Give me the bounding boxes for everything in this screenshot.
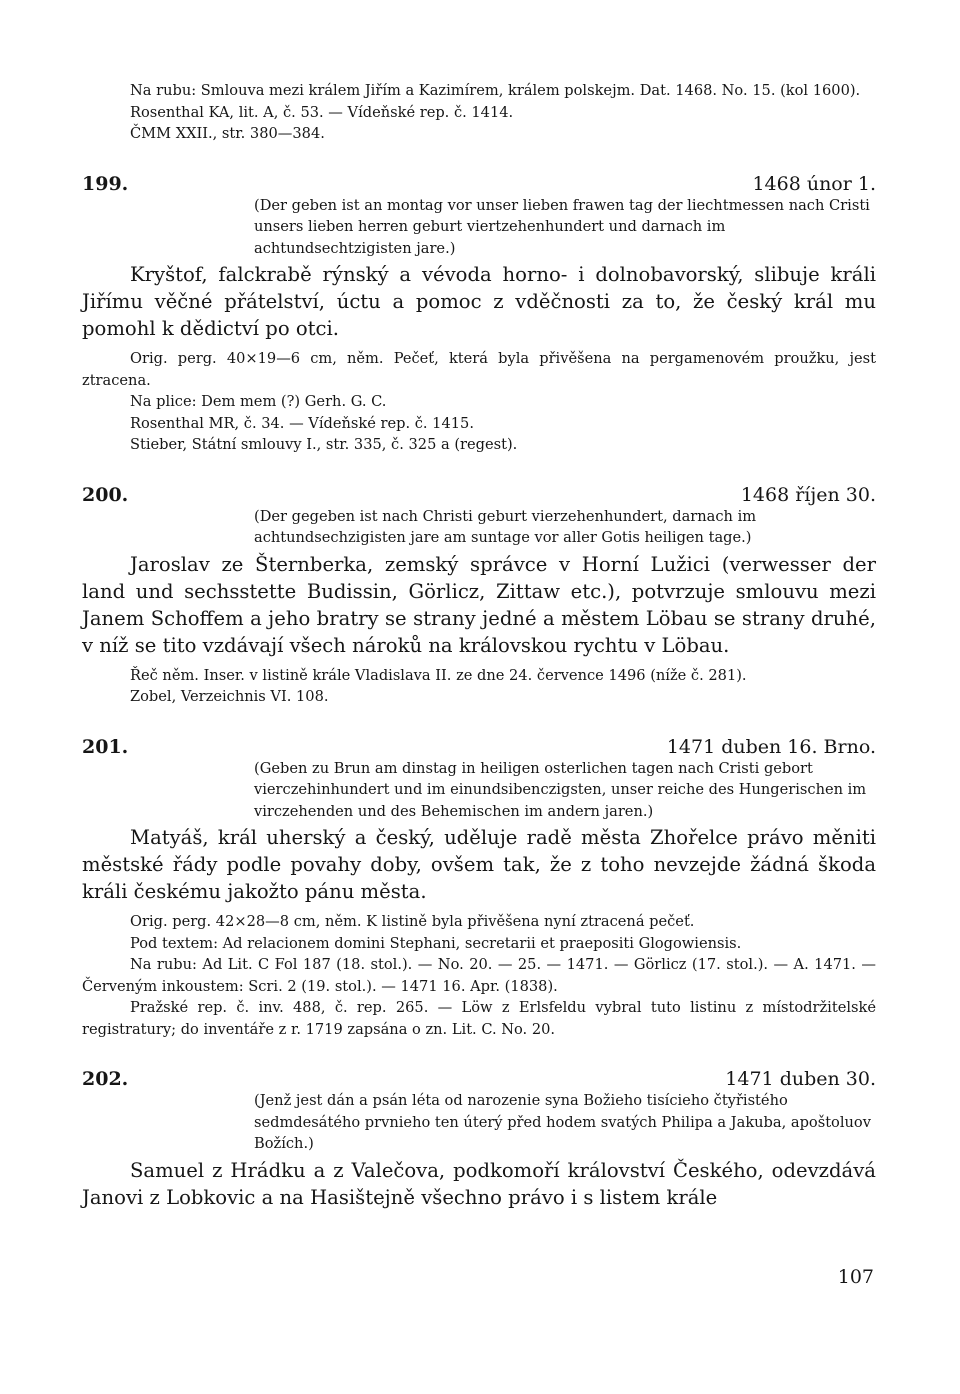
- entry-notes: [82, 911, 876, 1040]
- entry-original-dating: (Der geben ist an montag vor unser lieben frawen tag der liechtmessen nach Cristi unsers lieben herren geburt viertzehenhundert und darnach im achtundsechtzigisten jare.): [254, 196, 870, 257]
- entry-summary: Jaroslav ze Šternberka, zemský správce v Horní Lužici (verwesser der land und sechsstette Budissin, Görlicz, Zittaw etc.), potvrzuje smlouvu mezi Janem Schoffem a jeho bratry se strany jedné a městem Löbau se strany druhé, v níž se tito vzdávají všech nároků na královskou rychtu v Löbau.: [82, 552, 876, 657]
- entry-number: 201.: [82, 735, 129, 758]
- note-line: Řeč něm. Inser. v listině krále Vladislava II. ze dne 24. července 1496 (níže č. 281).: [130, 666, 747, 684]
- entry-date: 1471 duben 30.: [725, 1068, 876, 1090]
- note-line: Orig. perg. 42×28—8 cm, něm. K listině byla přivěšena nyní ztracená pečeť.: [130, 913, 695, 930]
- header-notes: [82, 80, 876, 145]
- entry-notes: [82, 348, 876, 456]
- entry-original-dating: (Geben zu Brun am dinstag in heiligen osterlichen tagen nach Cristi gebort vierczehinhundert und im einundsibenczigsten, unser reiche des Hungerischen im virczehenden und des Behemischen im andern jaren.): [254, 759, 867, 820]
- note-line: Rosenthal KA, lit. A, č. 53. — Vídeňské rep. č. 1414.: [130, 103, 514, 121]
- entry-number: 199.: [82, 172, 129, 195]
- note-line: Orig. perg. 40×19—6 cm, něm. Pečeť, která byla přivěšena na pergamenovém proužku, jest ztracena.: [82, 350, 876, 389]
- note-line: Rosenthal MR, č. 34. — Vídeňské rep. č. 1415.: [130, 414, 474, 432]
- entry-summary: Matyáš, král uherský a český, uděluje radě města Zhořelce právo měniti městské řády podle povahy doby, ovšem tak, že z toho nevzejde žádná škoda králi českému jakožto pánu města.: [82, 826, 876, 903]
- entry-date: 1468 říjen 30.: [740, 483, 876, 506]
- entry-heading: [82, 173, 876, 195]
- entry-original-dating: (Der gegeben ist nach Christi geburt vierzehenhundert, darnach im achtundsechzigisten jare am suntage vor aller Gotis heiligen tage.): [254, 507, 757, 546]
- note-line: Stieber, Státní smlouvy I., str. 335, č. 325 a (regest).: [130, 436, 518, 453]
- entry-summary: Samuel z Hrádku a z Valečova, podkomoří království Českého, odevzdává Janovi z Lobkovic a na Hasištejně všechno právo i s listem krále: [82, 1158, 876, 1209]
- entry-original-dating: (Jenž jest dán a psán léta od narozenie syna Božieho tisícieho čtyřistého sedmdesátého prvnieho ten úterý před hodem svatých Philipa a Jakuba, apoštoluov Božích.): [254, 1092, 871, 1152]
- note-line: Na rubu: Ad Lit. C Fol 187 (18. stol.). — No. 20. — 25. — 1471. — Görlicz (17. stol.). — A. 1471. — Červeným inkoustem: Scri. 2 (19. stol.). — 1471 16. Apr. (1838).: [82, 956, 876, 995]
- entry-notes: [82, 665, 876, 708]
- entry-201: [82, 736, 876, 1041]
- note-line: Pražské rep. č. inv. 488, č. rep. 265. — Löw z Erlsfeldu vybral tuto listinu z místodržitelské registratury; do inventáře z r. 1719 zapsána o zn. Lit. C. No. 20.: [82, 999, 876, 1038]
- entry-heading: [82, 736, 876, 758]
- page-number: 107: [837, 1266, 874, 1288]
- entry-number: 200.: [82, 483, 129, 506]
- entry-200: [82, 484, 876, 708]
- entry-heading: [82, 1068, 876, 1090]
- entry-heading: [82, 484, 876, 506]
- note-line: Na rubu: Smlouva mezi králem Jiřím a Kazimírem, králem polskejm. Dat. 1468. No. 15. (kol 1600).: [130, 82, 861, 99]
- entry-date: 1468 únor 1.: [752, 172, 876, 195]
- document-page: [82, 80, 876, 1217]
- note-line: ČMM XXII., str. 380—384.: [130, 125, 325, 142]
- note-line: Na plice: Dem mem (?) Gerh. G. C.: [130, 393, 387, 410]
- entry-summary: Kryštof, falckrabě rýnský a vévoda horno- i dolnobavorský, slibuje králi Jiřímu věčné přátelství, úctu a pomoc z vděčnosti za to, že český král mu pomohl k dědictví po otci.: [82, 263, 876, 340]
- entry-number: 202.: [82, 1068, 129, 1090]
- entry-202: [82, 1068, 876, 1211]
- note-line: Pod textem: Ad relacionem domini Stephani, secretarii et praepositi Glogowiensis.: [130, 934, 742, 952]
- note-line: Zobel, Verzeichnis VI. 108.: [130, 688, 329, 705]
- entry-199: [82, 173, 876, 456]
- entry-date: 1471 duben 16. Brno.: [666, 735, 876, 758]
